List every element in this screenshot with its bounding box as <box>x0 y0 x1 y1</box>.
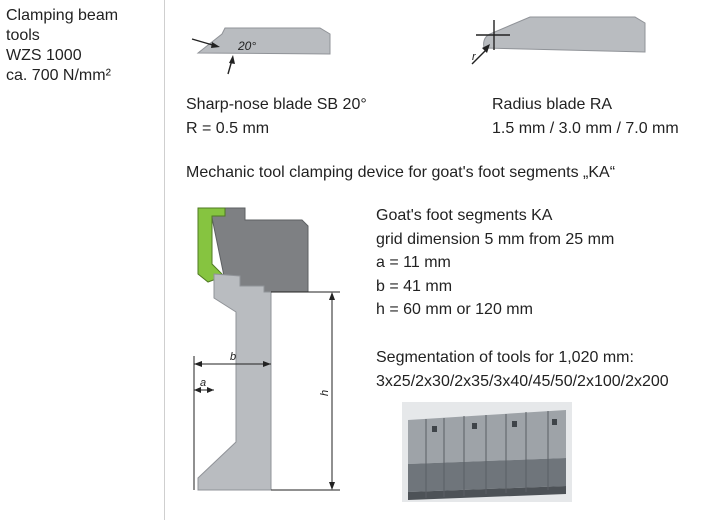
sidebar-line: tools <box>6 27 40 44</box>
angle-label: 20° <box>238 39 257 53</box>
a-label: a <box>200 377 207 389</box>
arrowhead-icon <box>329 482 335 490</box>
radius-blade-diagram <box>460 6 660 78</box>
segments-body <box>408 458 566 492</box>
ka-spec-line: b = 41 mm <box>376 277 453 295</box>
arrowhead-icon <box>329 292 335 300</box>
arrowhead-icon <box>207 387 214 393</box>
sharp-nose-blade-diagram <box>180 10 360 78</box>
ka-spec-line: grid dimension 5 mm from 25 mm <box>376 230 615 248</box>
sharp-blade-spec: R = 0.5 mm <box>186 120 270 137</box>
sidebar-line: Clamping beam <box>6 7 119 24</box>
sharp-blade-title: Sharp-nose blade SB 20° <box>186 96 367 113</box>
goats-foot-segment <box>198 274 271 490</box>
segmentation-values: 3x25/2x30/2x35/3x40/45/50/2x100/2x200 <box>376 372 669 390</box>
radius-blade-title: Radius blade RA <box>492 96 613 113</box>
sidebar-title <box>6 6 118 86</box>
b-label: b <box>230 351 237 363</box>
section-heading: Mechanic tool clamping device for goat's foot segments „KA“ <box>186 164 616 181</box>
arrowhead-icon <box>229 55 235 64</box>
arrowhead-icon <box>194 361 202 367</box>
radius-blade-spec: 1.5 mm / 3.0 mm / 7.0 mm <box>492 120 679 137</box>
h-label: h <box>319 389 331 396</box>
segmentation-title: Segmentation of tools for 1,020 mm: <box>376 349 634 366</box>
ka-spec-line: h = 60 mm or 120 mm <box>376 301 533 318</box>
column-divider <box>164 0 165 520</box>
tool-segments-photo <box>402 402 572 502</box>
clamping-device-diagram <box>180 200 360 500</box>
segmentation-block <box>376 346 669 393</box>
ka-spec-line: a = 11 mm <box>376 254 451 271</box>
radius-label: r <box>472 51 476 63</box>
ka-spec-line: Goat's foot segments KA <box>376 207 553 224</box>
sharp-blade-shape <box>198 28 330 54</box>
sidebar-line: WZS 1000 <box>6 47 82 64</box>
sidebar-line: ca. 700 N/mm² <box>6 67 111 84</box>
ka-spec-list <box>376 204 614 322</box>
